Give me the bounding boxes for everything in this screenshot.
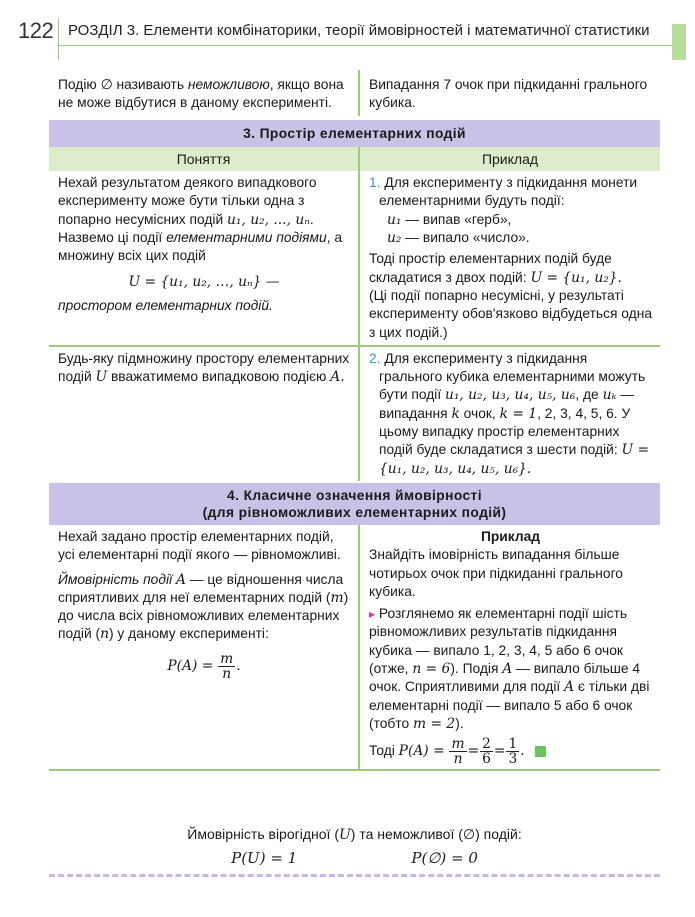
table-row bbox=[49, 171, 660, 345]
example-number: 2. bbox=[369, 350, 381, 366]
solution-arrow-icon: ▸ bbox=[369, 607, 376, 622]
definitions-table bbox=[49, 70, 660, 771]
column-headers bbox=[49, 147, 660, 171]
sample-space-formula: U = {u₁, u₂, …, uₙ} — bbox=[128, 273, 280, 290]
example-cell: Випадання 7 очок при підкиданні грального кубика. bbox=[358, 70, 660, 116]
concept-cell: Будь-яку підмножину простору елементарних подій U вважатимемо випадковою подією A. bbox=[58, 350, 350, 386]
footer-note: Ймовірність вірогідної (U) та неможливої (∅) подій: bbox=[187, 826, 522, 843]
table-bottom-rule bbox=[49, 769, 660, 771]
example-cell: 1. Для експерименту з підкидання монети елементарними будуть події: u₁ — випав «герб», u₂ — випало «число». Тоді простір елементарних подій буде складатися з двох подій: U = {u₁, u₂}. (Ці події попарно несумісні, у результаті експерименту обов'язково відбудеться одна з цих подій.) bbox=[358, 171, 660, 345]
empty-set-symbol: ∅ bbox=[100, 77, 113, 93]
table-row bbox=[49, 345, 660, 481]
footer-formulas: P(U) = 1 P(∅) = 0 bbox=[231, 849, 478, 867]
concept-cell: Подію ∅ називають неможливою, якщо вона не може відбутися в даному експерименті. bbox=[58, 77, 344, 111]
table-row bbox=[49, 70, 660, 116]
example-number: 1. bbox=[369, 175, 381, 191]
bottom-dashed-rule bbox=[49, 874, 660, 877]
header-rule bbox=[58, 45, 678, 46]
example-cell: Приклад Знайдіть імовірність випадання більше чотирьох очок при підкиданні грального кубика. ▸ Розглянемо як елементарні події шість рівноможливих результатів підкидання кубика — випало 1, 2, 3, 4, 5 або 6 очок (отже, n = 6). Подія A — випало більше 4 очок. Сприятливими для події A є тільки дві елементарні події — випало 5 або 6 очок (тобто m = 2). Тоді P(A) = $\frac{m}{n}$ = $\frac{2}{6}$ = $\frac{1}{3}$ . bbox=[358, 525, 660, 769]
example-heading: Приклад bbox=[480, 528, 541, 544]
table-row bbox=[49, 525, 660, 769]
header-divider bbox=[58, 18, 59, 60]
concept-cell: Нехай результатом деякого випадкового експерименту може бути тільки одна з попарно несумісних подій u₁, u₂, ..., uₙ. Назвемо ці події елементарними подіями, а множину всіх цих подій U = {u₁, u₂, …, uₙ} — простором елементарних подій. bbox=[49, 171, 358, 345]
section-3-title: 3. Простір елементарних подій bbox=[49, 120, 660, 147]
section-4-title: 4. Класичне означення ймовірності (для рівноможливих елементарних подій) bbox=[49, 483, 660, 525]
column-header-example: Приклад bbox=[358, 147, 660, 171]
probability-formula: P(A) = $\frac{m}{n}$ . bbox=[167, 650, 241, 682]
example-cell: 2. Для експерименту з підкидання грального кубика елементарними можуть бути події u₁, u₂, u₃, u₄, u₅, u₆, де uₖ — випадання k очок, k = 1, 2, 3, 4, 5, 6. У цьому випадку простір елементарних подій буде складатися з шести подій: U = {u₁, u₂, u₃, u₄, u₅, u₆}. bbox=[358, 347, 660, 481]
column-header-concept: Поняття bbox=[176, 150, 231, 167]
solution-formula: Тоді P(A) = $\frac{m}{n}$ = $\frac{2}{6}$ = $\frac{1}{3}$ . bbox=[369, 737, 652, 766]
chapter-title: РОЗДІЛ 3. Елементи комбінаторики, теорії ймовірностей і математичної статистики bbox=[68, 22, 650, 39]
end-of-solution-icon bbox=[535, 746, 546, 757]
header-tab-marker bbox=[672, 24, 686, 60]
page-header bbox=[18, 18, 668, 48]
page-number: 122 bbox=[18, 18, 54, 43]
concept-cell: Нехай задано простір елементарних подій, усі елементарні події якого — рівноможливі. Ймовірність події A — це відношення числа сприятливих для неї елементарних подій (m) до числа всіх рівноможливих елементарних подій (n) у даному експерименті: P(A) = $\frac{m}{n}$ . bbox=[58, 528, 349, 682]
